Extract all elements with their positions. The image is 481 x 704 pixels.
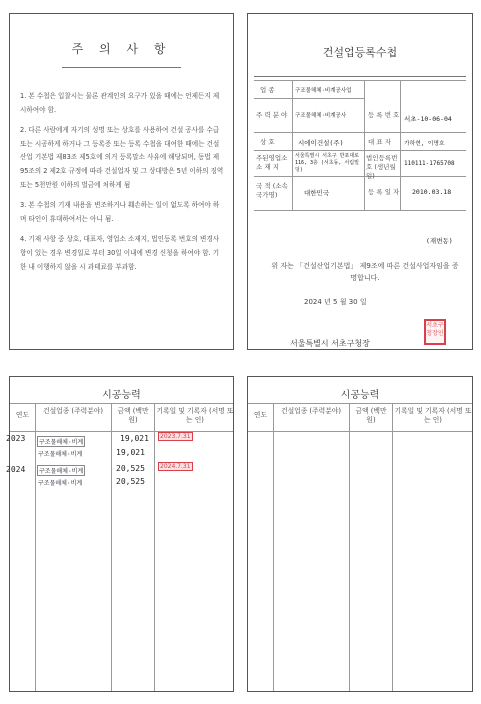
- address-value: 서울특별시 서초구 반포대로 116, 3층 (서초동, 서림빌딩): [295, 153, 359, 173]
- type-header: 건설업종 (주력분야): [43, 407, 103, 415]
- capability-title: 시공능력: [102, 390, 141, 401]
- registration-title: 건설업등록수첩: [322, 46, 398, 59]
- recorder-header: 기록일 및 기록자 (서명 또는 인): [156, 407, 234, 424]
- table-line: [254, 176, 466, 177]
- table-line: [392, 403, 393, 691]
- table-line: [10, 403, 233, 404]
- row2-type: 구조물해체·비계: [38, 451, 83, 458]
- row1-amount: 19,021: [120, 434, 149, 443]
- issue-date: 2024 년 5 월 30 일: [304, 298, 367, 306]
- industry-label: 업 종: [260, 86, 275, 94]
- official-seal: 서초구청장인: [424, 319, 446, 345]
- rep-value: 가하현, 이명호: [404, 141, 445, 147]
- address-label: 주된영업소 소 재 지: [256, 154, 288, 171]
- field-value: 구조물해체·비계공사: [295, 113, 347, 119]
- table-line: [292, 80, 293, 210]
- registration-page: [247, 13, 473, 350]
- table-line: [248, 403, 472, 404]
- table-line: [254, 98, 364, 99]
- company-value: 시에이건설(주): [298, 139, 344, 147]
- nationality-label: 국 적 (소속국가명): [256, 182, 288, 199]
- row3-record-stamp: 2024.7.31: [160, 463, 191, 470]
- reg-no-label: 등 록 번 호: [368, 111, 400, 119]
- company-label: 상 호: [260, 138, 275, 146]
- certification-text: 위 자는 「건설산업기본법」 제9조에 따른 건설사업자임을 증명합니다.: [271, 262, 459, 282]
- capability-page-2: [247, 376, 473, 692]
- reg-no-value: 서초-10-06-04: [404, 115, 452, 123]
- capability-title: 시공능력: [340, 390, 380, 401]
- year-header: 연도: [15, 411, 30, 419]
- table-line: [273, 403, 274, 691]
- notice-title-underline: [62, 67, 181, 68]
- row2-amount: 19,021: [116, 448, 145, 457]
- table-line: [400, 80, 401, 210]
- reg-date-label: 등 록 일 자: [368, 188, 400, 196]
- year-header: 연도: [253, 411, 268, 419]
- row1-type: 구조물해체·비계: [37, 436, 85, 447]
- rep-note: (재변동): [426, 237, 453, 245]
- table-line: [254, 210, 466, 211]
- table-line: [364, 80, 365, 210]
- rep-label: 대 표 자: [368, 138, 391, 146]
- notice-item-4: 4. 기재 사항 중 상호, 대표자, 영업소 소재지, 법인등록 번호의 변경사항이 있는 경우 변경일로 부터 30일 이내에 변경 신청을 하여야 함. 기한 내 이행하지 않을 시 과태료를 부과함.: [20, 235, 220, 271]
- notice-page: [9, 13, 234, 350]
- type-header: 건설업종 (주력분야): [281, 407, 341, 415]
- table-line: [154, 403, 155, 691]
- table-line: [349, 403, 350, 691]
- notice-title: 주 의 사 항: [71, 42, 172, 56]
- notice-item-3: 3. 본 수첩의 기재 내용을 변조하거나 훼손하는 일이 없도록 하여야 하며 타인이 휴대하여서는 아니 됨.: [20, 201, 220, 223]
- table-line: [10, 431, 233, 432]
- amount-header: 금액 (백만원): [117, 407, 149, 424]
- industry-value: 구조물해체·비계공사업: [295, 88, 352, 94]
- row3-amount: 20,525: [116, 464, 145, 473]
- table-line: [254, 150, 466, 151]
- reg-date-value: 2010.03.18: [412, 188, 452, 196]
- issuer-name: 서울특별시 서초구청장: [290, 339, 370, 348]
- row1-year: 2023: [6, 434, 26, 443]
- notice-item-2: 2. 다른 사람에게 자기의 성명 또는 상호를 사용하여 건설 공사를 수급 또는 시공하게 하거나 그 등록증 또는 등록 수첩을 대여한 때에는 건설산업 기본법 제83조 제5호에 의거 등록말소 사유에 해당되며, 동법 제95조의 2 제2호 규정에 따라 건설업자 및 그 상대방은 5년 이하의 징역 또는 5천만원 이하의 벌금에 처하게 됨: [20, 126, 224, 189]
- table-line: [254, 80, 466, 81]
- corp-no-label: 법인등록번호 (생년월일): [366, 154, 398, 180]
- table-line: [35, 403, 36, 691]
- recorder-header: 기록일 및 기록자 (서명 또는 인): [394, 407, 472, 424]
- table-line: [248, 431, 472, 432]
- notice-list: [20, 90, 225, 281]
- notice-item-1: 1. 본 수첩은 입찰시는 물론 관계인의 요구가 있을 때에는 언제든지 제시하여야 함.: [20, 92, 220, 114]
- row1-record-stamp: 2023.7.31: [160, 433, 191, 440]
- field-label: 주 력 분 야: [256, 111, 288, 119]
- row4-type: 구조물해체·비계: [38, 480, 83, 487]
- corp-no-value: 110111-1765708: [404, 160, 455, 167]
- nationality-value: 대한민국: [304, 189, 330, 197]
- title-divider: [254, 76, 466, 77]
- amount-header: 금액 (백만원): [355, 407, 387, 424]
- row4-amount: 20,525: [116, 477, 145, 486]
- table-line: [111, 403, 112, 691]
- capability-page-1: [6, 376, 234, 692]
- table-line: [254, 132, 466, 133]
- row3-year: 2024: [6, 465, 26, 474]
- row3-type: 구조물해체·비계: [37, 465, 85, 476]
